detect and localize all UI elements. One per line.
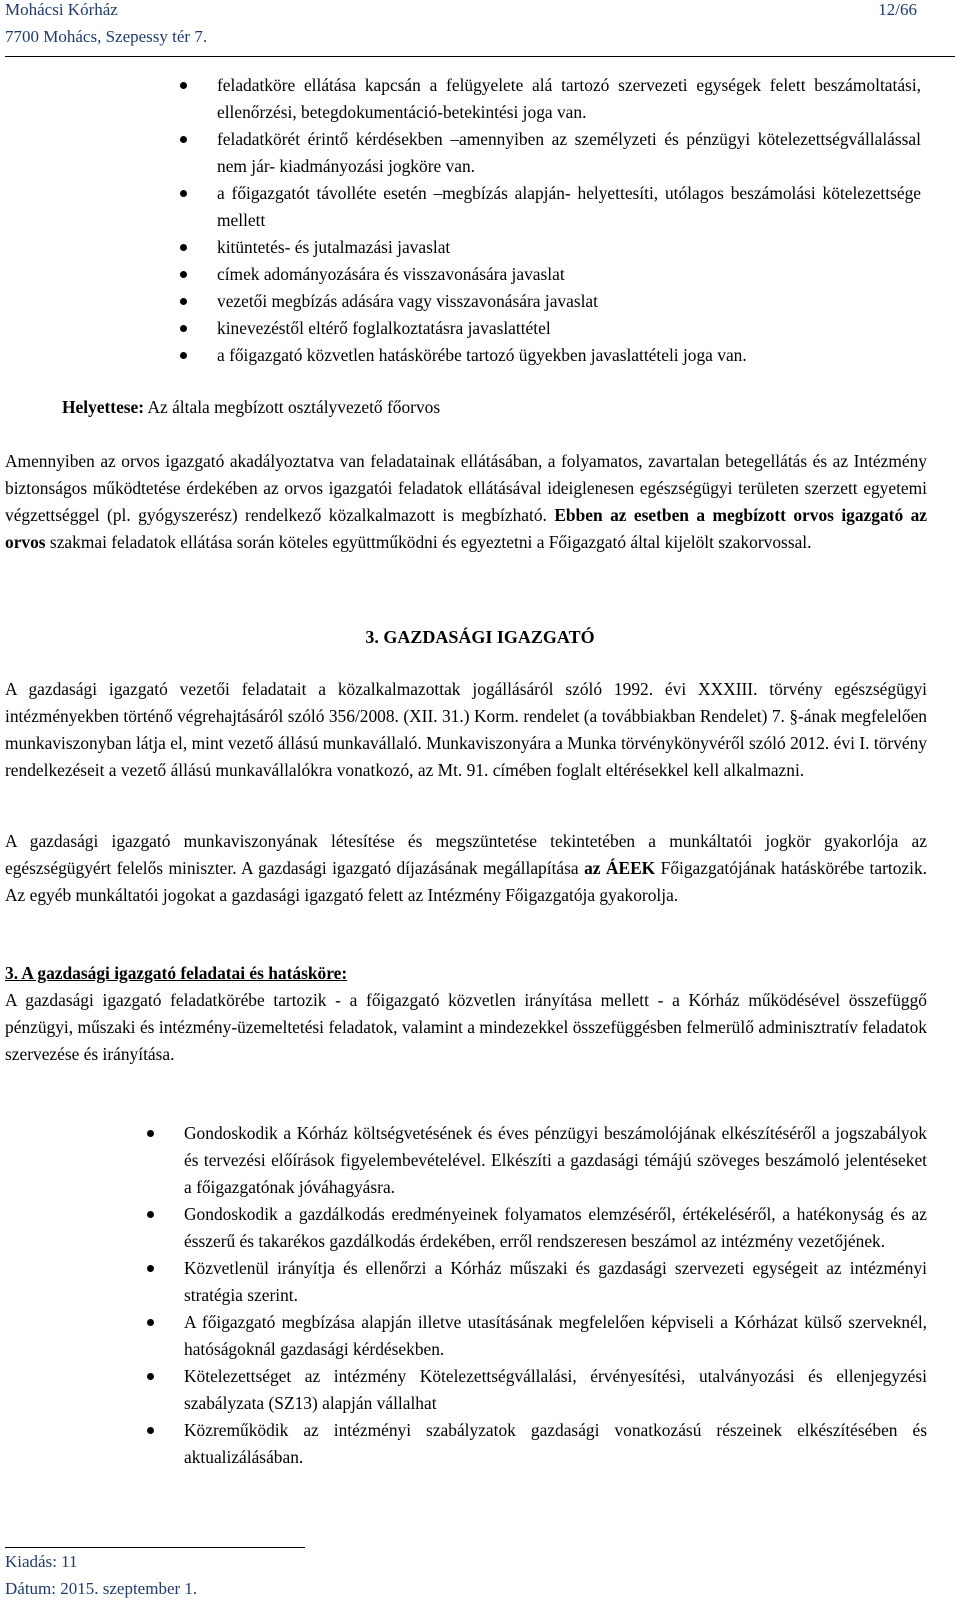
- page-footer: [5, 1547, 305, 1602]
- subsection-heading: 3. A gazdasági igazgató feladatai és hatásköre:: [5, 963, 348, 983]
- header-address: 7700 Mohács, Szepessy tér 7.: [5, 27, 208, 46]
- paragraph-bold-text: az ÁEEK: [584, 858, 656, 878]
- section-title: 3. GAZDASÁGI IGAZGATÓ: [365, 627, 595, 647]
- list-item: feladatkörét érintő kérdésekben –amennyiben az személyzeti és pénzügyi kötelezettségvállalással nem jár- kiadmányozási jogköre van.: [217, 126, 921, 180]
- duties-paragraph: A gazdasági igazgató feladatkörébe tartozik - a főigazgató közvetlen irányítása mellett - a Kórház működésével összefüggő pénzügyi, műszaki és intézmény-üzemeltetési feladatok, valamint a mindezekkel összefüggésben felmerülő adminisztratív feladatok szervezése és irányítása.: [5, 990, 927, 1064]
- list-item: címek adományozására és visszavonására javaslat: [217, 261, 921, 288]
- footer-date: Dátum: 2015. szeptember 1.: [5, 1579, 198, 1598]
- substitution-paragraph: [5, 448, 927, 556]
- page-header: [5, 0, 955, 57]
- employment-paragraph: A gazdasági igazgató vezetői feladatait a közalkalmazottak jogállásáról szóló 1992. évi XXXIII. törvény egészségügyi intézményekben történő végrehajtásáról szóló 356/2008. (XII. 31.) Korm. rendelet (a továbbiakban Rendelet) 7. §-ának megfelelően munkaviszonyban látja el, mint vezető állású munkavállaló. Munkaviszonyára a Munka törvénykönyvéről szóló 2012. évi I. törvény rendelkezéseit a vezető állású munkavállalókra vonatkozó, az Mt. 91. címében foglalt eltérésekkel kell alkalmazni.: [5, 679, 927, 780]
- employer-rights-paragraph: [5, 828, 927, 909]
- list-item: feladatköre ellátása kapcsán a felügyelete alá tartozó szervezeti egységek felett beszámoltatási, ellenőrzési, betegdokumentáció-betekintési joga van.: [217, 72, 921, 126]
- authority-list: [180, 72, 921, 369]
- paragraph-text: Amennyiben az orvos igazgató akadályoztatva van feladatainak ellátásában, a folyamatos, zavartalan betegellátás és az Intézmény biztonságos működtetése érdekében az orvos igazgatói feladatok ellátásával ideiglenesen egészségügyi területen szerzett egyetemi végzettséggel (pl. gyógyszerész) rendelkező közalkalmazott is megbízható.: [5, 451, 927, 525]
- paragraph-text: Főigazgatójának hatáskörébe tartozik. Az egyéb munkáltatói jogokat a gazdasági igazgató felett az Intézmény Főigazgatója gyakorolja.: [5, 858, 927, 905]
- deputy-label: Helyettese:: [62, 397, 145, 417]
- list-item: Közvetlenül irányítja és ellenőrzi a Kórház műszaki és gazdasági szervezeti egységeit az intézményi stratégia szerint.: [184, 1255, 927, 1309]
- header-org-name: Mohácsi Kórház: [5, 0, 118, 19]
- paragraph-text: szakmai feladatok ellátása során köteles együttműködni és egyeztetni a Főigazgató által kijelölt szakorvossal.: [45, 532, 812, 552]
- list-item: Közreműködik az intézményi szabályzatok gazdasági vonatkozású részeinek elkészítésében és aktualizálásában.: [184, 1417, 927, 1471]
- list-item: Gondoskodik a gazdálkodás eredményeinek folyamatos elemzéséről, értékeléséről, a hatékonyság és az ésszerű és takarékos gazdálkodás érdekében, erről rendszeresen beszámol az intézmény vezetőjének.: [184, 1201, 927, 1255]
- duties-list: [184, 1120, 927, 1471]
- page-number: 12/66: [878, 0, 917, 19]
- deputy-text: Az általa megbízott osztályvezető főorvos: [144, 397, 441, 417]
- list-item: vezetői megbízás adására vagy visszavonására javaslat: [217, 288, 921, 315]
- list-item: a főigazgató közvetlen hatáskörébe tartozó ügyekben javaslattételi joga van.: [217, 342, 921, 369]
- list-item: a főigazgatót távolléte esetén –megbízás alapján- helyettesíti, utólagos beszámolási kötelezettsége mellett: [217, 180, 921, 234]
- list-item: kinevezéstől eltérő foglalkoztatásra javaslattétel: [217, 315, 921, 342]
- deputy-line: [62, 394, 440, 421]
- paragraph-text: A gazdasági igazgató munkaviszonyának létesítése és megszüntetése tekintetében a munkáltatói jogkör gyakorlója az egészségügyért felelős miniszter. A gazdasági igazgató díjazásának megállapítása: [5, 831, 927, 878]
- paragraph-bold-text: Ebben az esetben a megbízott orvos igazgató az orvos: [5, 505, 927, 552]
- list-item: kitüntetés- és jutalmazási javaslat: [217, 234, 921, 261]
- footer-edition: Kiadás: 11: [5, 1552, 78, 1571]
- list-item: A főigazgató megbízása alapján illetve utasításának megfelelően képviseli a Kórházat külső szerveknél, hatóságoknál gazdasági kérdésekben.: [184, 1309, 927, 1363]
- list-item: Gondoskodik a Kórház költségvetésének és éves pénzügyi beszámolójának elkészítéséről a jogszabályok és tervezési előírások figyelembevételével. Elkészíti a gazdasági témájú szöveges beszámoló jelentéseket a főigazgatónak jóváhagyásra.: [184, 1120, 927, 1201]
- list-item: Kötelezettséget az intézmény Kötelezettségvállalási, érvényesítési, utalványozási és ellenjegyzési szabályzata (SZ13) alapján vállalhat: [184, 1363, 927, 1417]
